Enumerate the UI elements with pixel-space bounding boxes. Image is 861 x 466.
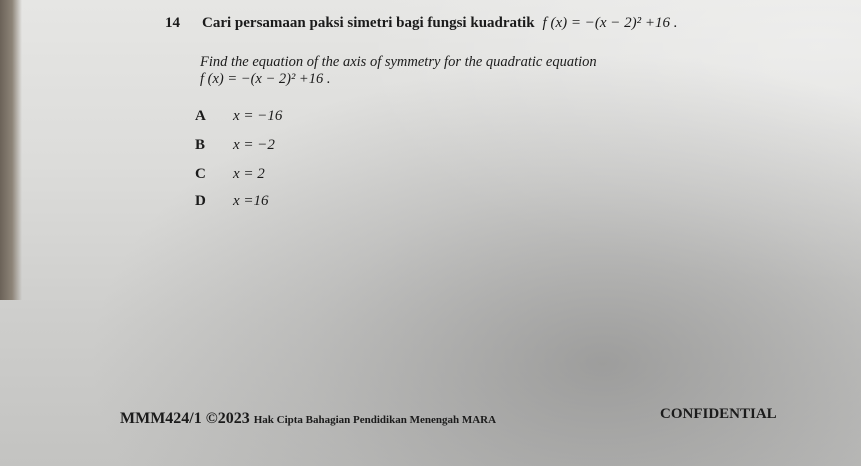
- option-letter: A: [195, 108, 206, 124]
- question-english-function: f (x) = −(x − 2)² +16 .: [200, 71, 331, 87]
- copyright-text: Hak Cipta Bahagian Pendidikan Menengah MARA: [253, 414, 497, 426]
- option-b: [195, 137, 275, 154]
- footer-code-line: [120, 410, 496, 428]
- question-malay-sentence: Cari persamaan paksi simetri bagi fungsi kuadratik: [202, 15, 535, 31]
- question-malay-function: f (x) = −(x − 2)² +16 .: [542, 15, 678, 31]
- option-letter: B: [195, 137, 206, 153]
- option-d: [195, 193, 269, 210]
- paper-code: MMM424/1 ©2023: [120, 410, 250, 427]
- question-text-malay: [202, 15, 678, 32]
- option-letter: D: [195, 193, 206, 209]
- option-letter: C: [195, 166, 206, 182]
- option-expression: x = 2: [233, 166, 265, 182]
- question-text-english: Find the equation of the axis of symmetry for the quadratic equation: [200, 54, 597, 70]
- option-expression: x =16: [233, 193, 269, 209]
- option-expression: x = −2: [233, 137, 275, 153]
- option-c: [195, 166, 265, 183]
- confidential-label: CONFIDENTIAL: [660, 406, 777, 422]
- option-a: [195, 108, 282, 125]
- question-number: 14: [165, 15, 180, 31]
- page-edge-shadow: [0, 0, 22, 300]
- option-expression: x = −16: [233, 108, 283, 124]
